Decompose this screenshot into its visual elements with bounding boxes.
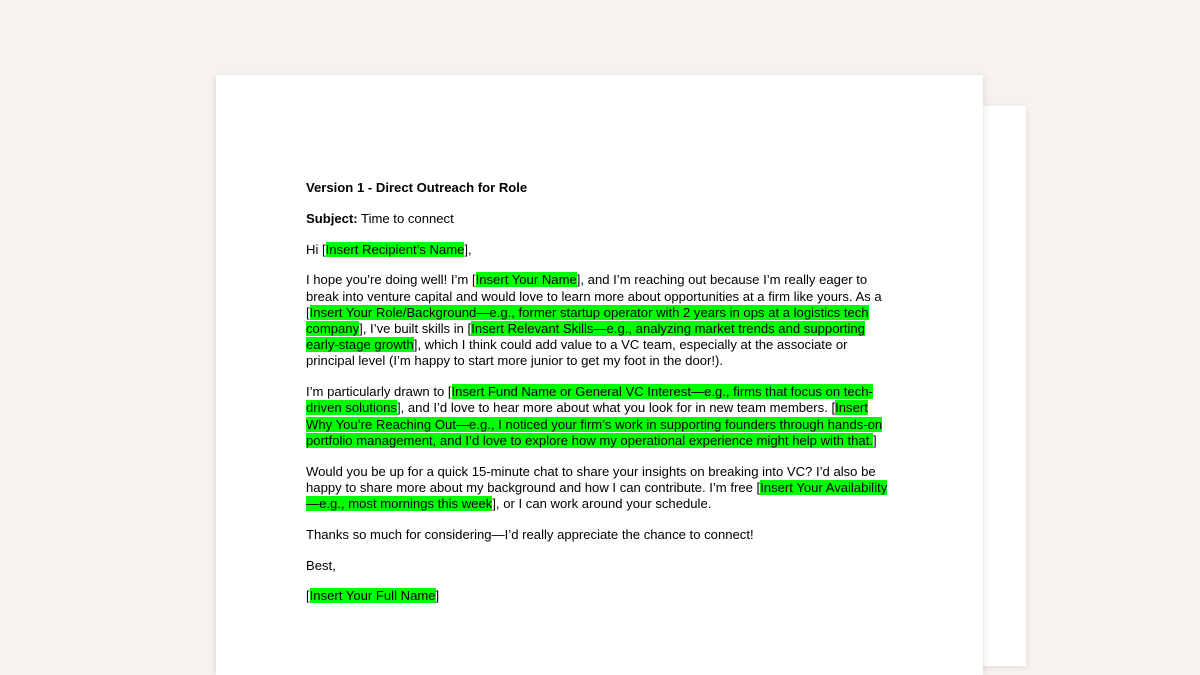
p2-text-2: ], and I’d love to hear more about what you look for in new team members. [ xyxy=(396,400,836,416)
full-name-placeholder: Insert Your Full Name xyxy=(309,588,436,604)
email-template-body xyxy=(306,180,896,619)
intro-paragraph xyxy=(306,272,896,369)
subject-value: Time to connect xyxy=(357,210,454,226)
p2-text-1: I’m particularly drawn to [ xyxy=(306,384,452,400)
greeting-line xyxy=(306,242,896,258)
greeting-prefix: Hi [ xyxy=(306,241,326,257)
subject-label: Subject: xyxy=(306,210,358,226)
p3-text-2: ], or I can work around your schedule. xyxy=(492,496,712,512)
thanks-line: Thanks so much for considering—I’d really appreciate the chance to connect! xyxy=(306,526,754,542)
your-name-placeholder: Insert Your Name xyxy=(475,272,577,288)
interest-paragraph xyxy=(306,384,896,449)
relevant-skills-placeholder: Insert Relevant Skills—e.g., analyzing market trends and supporting early-stage growth xyxy=(306,321,865,353)
fund-name-placeholder: Insert Fund Name or General VC Interest—e.g., firms that focus on tech-driven solutions xyxy=(306,384,873,416)
p1-text-3: ], I’ve built skills in [ xyxy=(359,321,472,336)
ask-paragraph xyxy=(306,464,896,513)
signature-suffix: ] xyxy=(435,588,440,604)
p2-text-3: ] xyxy=(873,432,877,448)
p3-text-1: Would you be up for a quick 15-minute chat to share your insights on breaking into VC? I’d also be happy to share more about my background and how I can contribute. I’m free [ xyxy=(306,463,876,495)
recipient-name-placeholder: Insert Recipient’s Name xyxy=(325,241,465,257)
signoff-line: Best, xyxy=(306,557,336,573)
p1-text-2: ], and I’m reaching out because I’m really eager to break into venture capital and would love to learn more about opportunities at a firm like yours. As a [ xyxy=(306,272,882,320)
role-background-placeholder: Insert Your Role/Background—e.g., former startup operator with 2 years in ops at a logistics tech company xyxy=(306,304,869,336)
p1-text-1: I hope you’re doing well! I’m [ xyxy=(306,272,476,288)
subject-line xyxy=(306,211,896,227)
greeting-suffix: ], xyxy=(464,241,472,257)
availability-placeholder: Insert Your Availability—e.g., most mornings this week xyxy=(306,479,888,512)
reaching-out-reason-placeholder: Insert Why You’re Reaching Out—e.g., I noticed your firm’s work in supporting founders through hands-on portfolio management, and I’d love to explore how my operational experience might help with that. xyxy=(306,400,883,448)
heading-text: Version 1 - Direct Outreach for Role xyxy=(306,180,528,195)
signature-prefix: [ xyxy=(306,588,310,604)
p1-text-4: ], which I think could add value to a VC team, especially at the associate or principal level (I’m happy to start more junior to get my foot in the door!). xyxy=(306,337,848,369)
document-heading xyxy=(306,180,896,196)
signature-line xyxy=(306,588,896,604)
